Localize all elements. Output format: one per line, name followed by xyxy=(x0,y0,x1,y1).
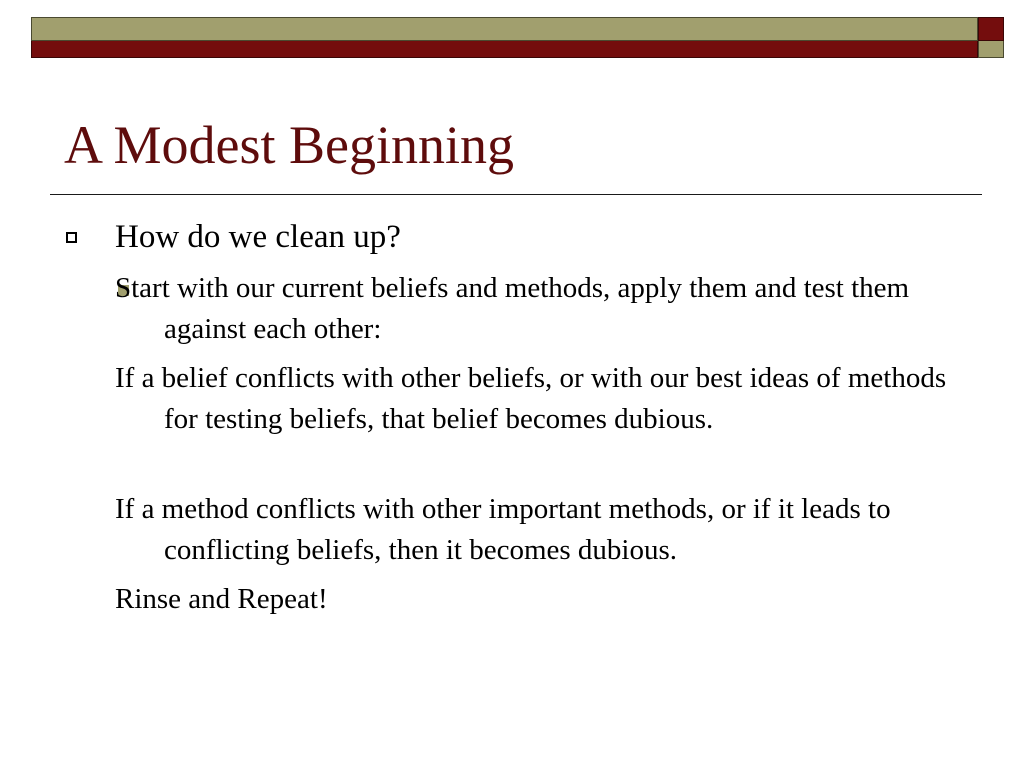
hollow-square-bullet-icon xyxy=(66,232,77,243)
paragraph-belief-conflict: If a belief conflicts with other beliefs, or with our best ideas of methods for testing beliefs, that belief becomes dubious. xyxy=(115,362,947,435)
sub-bullet-text: Start with our current beliefs and methods, apply them and test them against each other: xyxy=(115,272,910,345)
slide-title: A Modest Beginning xyxy=(64,115,515,175)
bullet-text: How do we clean up? xyxy=(115,219,401,255)
paragraph-method-conflict: If a method conflicts with other important methods, or if it leads to conflicting beliefs, then it becomes dubious. xyxy=(115,493,891,566)
paragraph-rinse-repeat: Rinse and Repeat! xyxy=(115,583,328,615)
